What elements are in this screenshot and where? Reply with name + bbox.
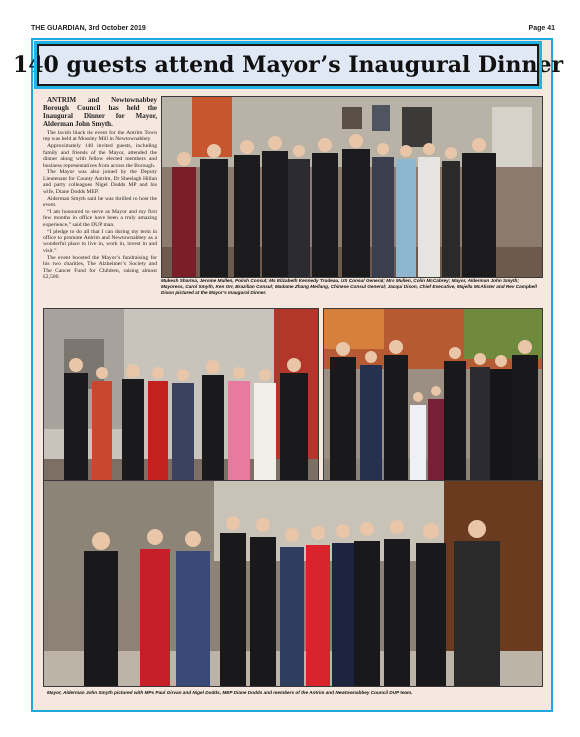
photo-dup-team	[43, 480, 543, 687]
article-frame	[12, 38, 564, 712]
group-photo-image	[44, 309, 318, 487]
article-paragraph: Approximately 140 invited guests, including family and friends of the Mayor, attended the dinner along with fellow elected members and business representatives from across the Borough.	[43, 143, 157, 169]
photo-consular-guests-caption: Mukesh Sharma, Jerome Mullen, Polish Consul; Ms Elizabeth Kennedy Trudeau, US Consul General; Mrs Mullen, Colin McCabrey; Mayor, Alderman John Smyth; Mayoress, Carol Smyth, Ken Orr, Brazilian Consul; Madame Zhang Meifang, Chinese Consul General; Jacqui Dixon, Chief Executive, Majella McAlister and Rev Campbell Dixon pictured at the Mayor’s Inaugural Dinner.	[161, 278, 537, 295]
article-paragraph: “I pledge to do all that I can during my term in office to promote Antrim and Newtownabbey as a wonderful place to live in, work in, invest in and visit.”	[43, 228, 157, 254]
photo-top-table	[43, 308, 319, 488]
photo-consular-guests	[161, 96, 543, 278]
page-header	[31, 25, 555, 35]
article-paragraph: “I am honoured to serve as Mayor and my first few months in office have been a truly amazing experience,” said the DUP man.	[43, 208, 157, 228]
article-body	[43, 96, 157, 280]
article-lead: ANTRIM and Newtownabbey Borough Council has held the Inaugural Dinner for Mayor, Alderman John Smyth.	[43, 96, 157, 128]
article-paragraph: The event boosted the Mayor’s fundraising for his two charities, The Alzheimer’s Society and The Cancer Fund for Children, raising almost £2,500.	[43, 254, 157, 280]
photo-mayor-family	[323, 308, 543, 488]
article-paragraph: The Mayor was also joined by the Deputy Lieutenant for County Antrim, Dr Sheelagh Hillan and party colleagues Nigel Dodds MP and his wife, Diane Dodds MEP.	[43, 169, 157, 195]
group-photo-image	[162, 97, 542, 277]
photo-dup-team-caption: Mayor, Alderman John Smyth pictured with MPs Paul Girvan and Nigel Dodds, MEP Diane Dodds and members of the Antrim and Newtownabbey Council DUP team.	[47, 690, 413, 695]
headline-banner	[12, 44, 564, 86]
headline: 140 guests attend Mayor’s Inaugural Dinner	[12, 52, 564, 78]
article-paragraph: The lavish black tie event for the Antrim Town rep was held at Mossley Mill in Newtownabbey.	[43, 130, 157, 143]
page-number: Page 41	[528, 25, 555, 32]
article-paragraph: Alderman Smyth said he was thrilled to host the event.	[43, 195, 157, 208]
group-photo-image	[324, 309, 542, 487]
group-photo-image	[44, 481, 542, 686]
publication-date: THE GUARDIAN, 3rd October 2019	[31, 25, 146, 32]
